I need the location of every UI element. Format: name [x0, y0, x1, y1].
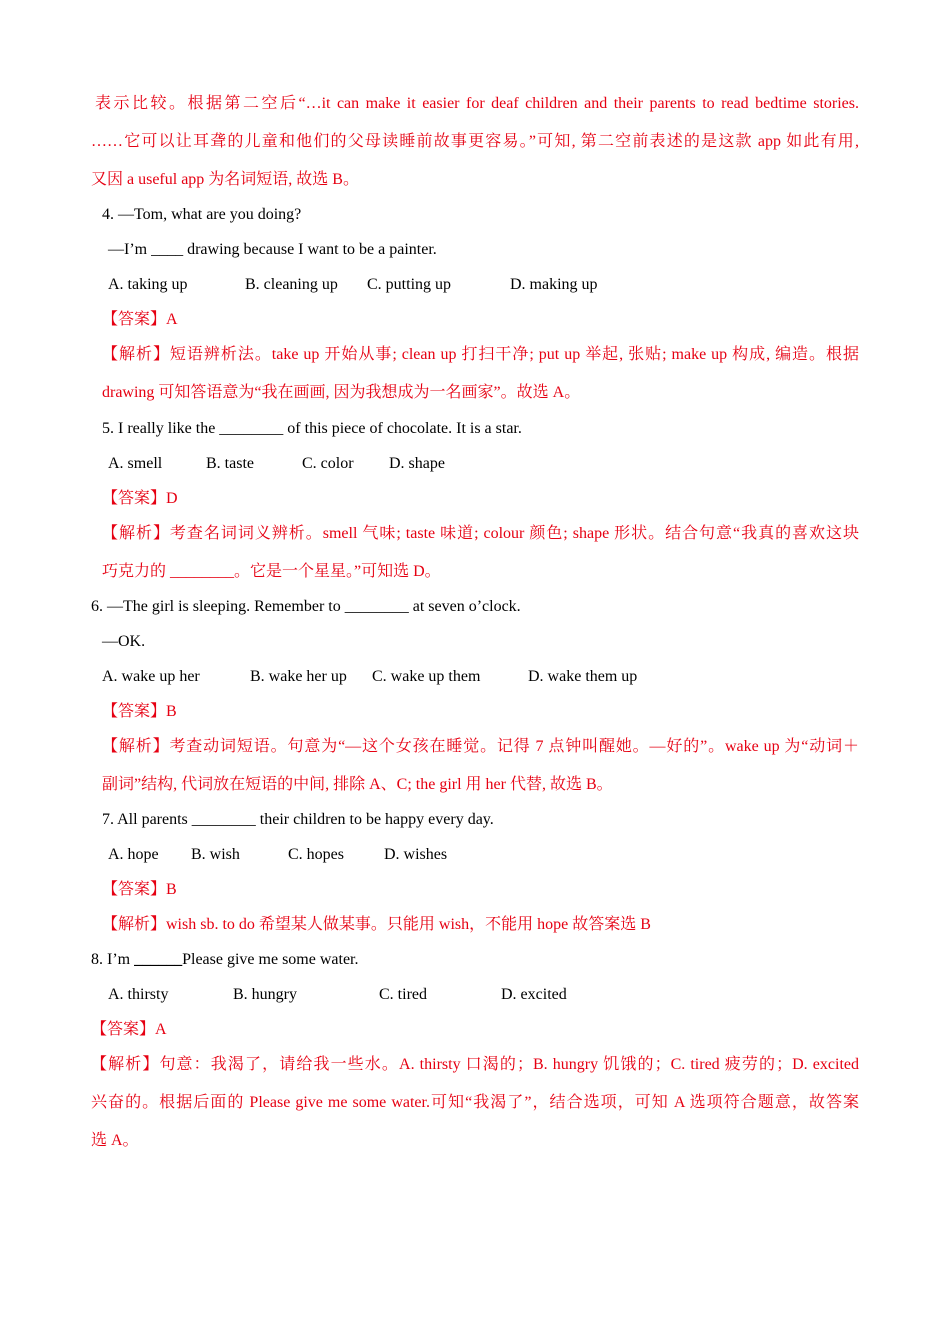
q7-option-b: B. wish — [191, 846, 240, 863]
q5-option-c: C. color — [302, 455, 354, 472]
q6-analysis-2: 副词”结构, 代词放在短语的中间, 排除 A、C; the girl 用 her 代替, 故选 B。 — [102, 776, 613, 793]
intro-line-2: ……它可以让耳聋的儿童和他们的父母读睡前故事更容易。”可知, 第二空前表述的是这款 app 如此有用, — [91, 133, 859, 150]
q8-stem-blank: ______ — [134, 951, 183, 968]
q4-analysis-2: drawing 可知答语意为“我在画画, 因为我想成为一名画家”。故选 A。 — [102, 384, 581, 401]
q7-option-a: A. hope — [108, 846, 159, 863]
q6-analysis-1: 【解析】考查动词短语。句意为“—这个女孩在睡觉。记得 7 点钟叫醒她。—好的”。wake up 为“动词＋ — [102, 738, 859, 755]
q8-option-a: A. thirsty — [108, 986, 169, 1003]
q6-stem-1: 6. —The girl is sleeping. Remember to ________ at seven o’clock. — [91, 598, 521, 615]
q4-analysis-1: 【解析】短语辨析法。take up 开始从事; clean up 打扫干净; put up 举起, 张贴; make up 构成, 编造。根据 — [102, 346, 859, 363]
q8-analysis-1: 【解析】句意：我渴了，请给我一些水。A. thirsty 口渴的；B. hungry 饥饿的；C. tired 疲劳的；D. excited — [91, 1056, 859, 1073]
q7-stem: 7. All parents ________ their children to be happy every day. — [102, 811, 494, 828]
q6-option-b: B. wake her up — [250, 668, 347, 685]
q6-option-c: C. wake up them — [372, 668, 481, 685]
q6-option-a: A. wake up her — [102, 668, 200, 685]
q5-option-b: B. taste — [206, 455, 254, 472]
intro-line-1: 表示比较。根据第二空后“…it can make it easier for deaf children and their parents to read bedtime stories. — [95, 95, 859, 112]
q7-analysis: 【解析】wish sb. to do 希望某人做某事。只能用 wish，不能用 hope 故答案选 B — [102, 916, 651, 933]
q8-answer: 【答案】A — [91, 1021, 167, 1038]
q8-analysis-2: 兴奋的。根据后面的 Please give me some water.可知“我渴了”，结合选项，可知 A 选项符合题意，故答案 — [91, 1094, 859, 1111]
q6-option-d: D. wake them up — [528, 668, 638, 685]
q4-option-b: B. cleaning up — [245, 276, 338, 293]
q7-option-c: C. hopes — [288, 846, 344, 863]
q5-stem: 5. I really like the ________ of this piece of chocolate. It is a star. — [102, 420, 522, 437]
q7-answer: 【答案】B — [102, 881, 177, 898]
q8-stem-suffix: Please give me some water. — [182, 951, 359, 968]
q5-option-a: A. smell — [108, 455, 163, 472]
q8-stem-prefix: 8. I’m — [91, 951, 135, 968]
q5-analysis-1: 【解析】考查名词词义辨析。smell 气味; taste 味道; colour 颜色; shape 形状。结合句意“我真的喜欢这块 — [102, 525, 859, 542]
q8-stem — [91, 949, 359, 971]
q4-stem-1: 4. —Tom, what are you doing? — [102, 206, 302, 223]
q8-option-b: B. hungry — [233, 986, 297, 1003]
q5-analysis-2: 巧克力的 ________。它是一个星星。”可知选 D。 — [102, 563, 441, 580]
q6-stem-2: —OK. — [102, 633, 146, 650]
q8-analysis-3: 选 A。 — [91, 1132, 139, 1149]
q4-stem-2: —I’m ____ drawing because I want to be a painter. — [108, 241, 437, 258]
q5-option-d: D. shape — [389, 455, 445, 472]
q8-option-d: D. excited — [501, 986, 567, 1003]
intro-line-3: 又因 a useful app 为名词短语, 故选 B。 — [91, 171, 359, 188]
q4-option-c: C. putting up — [367, 276, 452, 293]
q7-option-d: D. wishes — [384, 846, 448, 863]
q8-option-c: C. tired — [379, 986, 427, 1003]
q4-option-a: A. taking up — [108, 276, 188, 293]
q4-answer: 【答案】A — [102, 311, 178, 328]
q4-option-d: D. making up — [510, 276, 598, 293]
q6-answer: 【答案】B — [102, 703, 177, 720]
q5-answer: 【答案】D — [102, 490, 178, 507]
